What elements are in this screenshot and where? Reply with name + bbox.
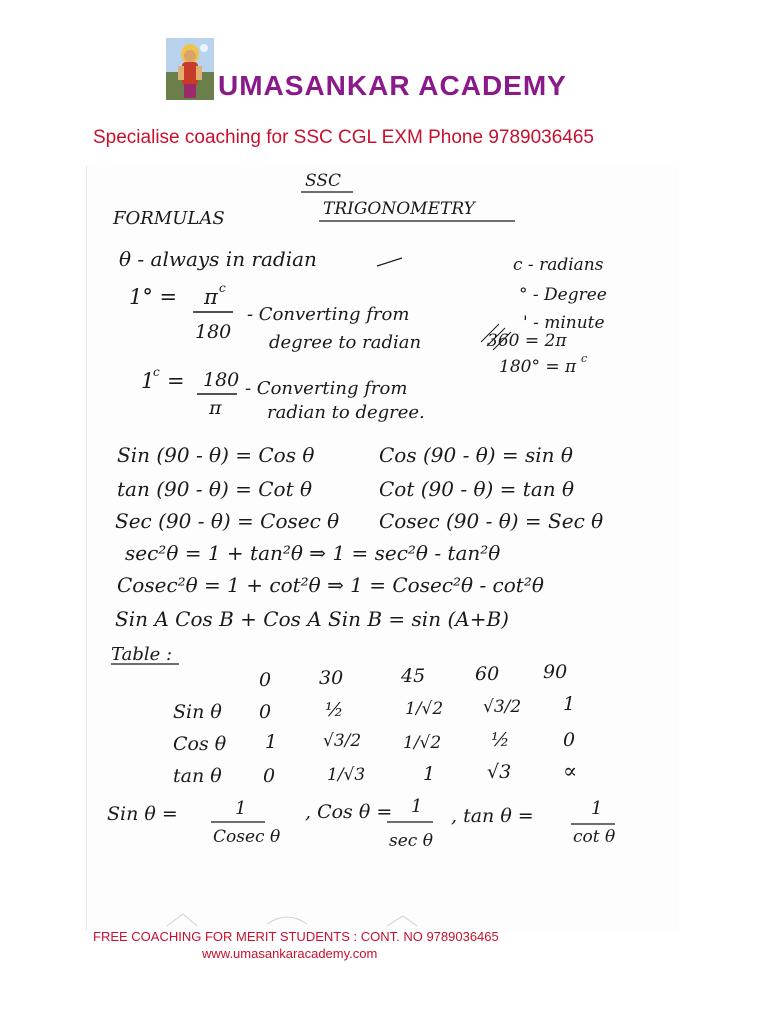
table-row-label: Cos θ — [173, 733, 227, 755]
recip-cos-den: sec θ — [389, 831, 433, 851]
eq-180: 180° = π — [499, 357, 577, 377]
recip-cos-lhs: , Cos θ = — [305, 801, 393, 823]
table-cell: 1 — [423, 763, 436, 785]
equals-sign: = — [167, 369, 185, 393]
pi-c-superscript-2: c — [581, 352, 588, 365]
recip-sin-num: 1 — [235, 798, 247, 819]
table-cell: 1/√3 — [327, 765, 366, 785]
num-180: 180 — [203, 369, 240, 391]
table-cell: √3/2 — [323, 731, 362, 751]
table-cell: ∝ — [563, 759, 578, 783]
table-cell: 1/√2 — [405, 699, 444, 719]
identity-cosec-cot: Cosec²θ = 1 + cot²θ ⇒ 1 = Cosec²θ - cot²θ — [117, 573, 544, 597]
table-cell: 1/√2 — [403, 733, 442, 753]
one-c-lhs: 1 — [141, 369, 155, 393]
eq-360: 360 = 2π — [487, 331, 567, 351]
trig-table — [173, 661, 577, 787]
table-cell: 1 — [563, 693, 576, 715]
footer-website-link[interactable]: www.umasankaracademy.com — [202, 946, 378, 961]
table-cell: √3/2 — [483, 697, 522, 717]
identity-sec-cosec: Sec (90 - θ) = Cosec θ — [115, 509, 340, 533]
table-cell: 0 — [259, 701, 272, 723]
identity-sin-cos: Sin (90 - θ) = Cos θ — [117, 443, 315, 467]
table-row-label: Sin θ — [173, 701, 222, 723]
table-angle: 45 — [401, 665, 426, 687]
table-cell: √3 — [487, 761, 512, 783]
one-c-superscript: c — [153, 365, 160, 379]
recip-tan-lhs: , tan θ = — [451, 805, 534, 827]
table-cell: 0 — [563, 729, 576, 751]
one-degree-lhs: 1° = — [129, 285, 178, 309]
convert-rad-deg-2: radian to degree. — [267, 402, 425, 423]
table-angle: 60 — [475, 663, 500, 685]
recip-sin-lhs: Sin θ = — [107, 803, 178, 825]
convert-deg-rad-2: degree to radian — [269, 332, 422, 353]
identity-cot-tan: Cot (90 - θ) = tan θ — [379, 477, 575, 501]
formulas-label: FORMULAS — [113, 208, 225, 229]
key-minute: ' - minute — [523, 313, 605, 333]
table-angle: 90 — [543, 661, 568, 683]
table-label: Table : — [111, 644, 173, 665]
footer-coaching-text: FREE COACHING FOR MERIT STUDENTS : CONT. NO 9789036465 — [93, 929, 499, 944]
table-cell: ½ — [491, 729, 510, 751]
heading-ssc: SSC — [305, 171, 342, 191]
table-angle: 0 — [259, 669, 272, 691]
convert-rad-deg-1: - Converting from — [245, 378, 408, 399]
identity-sum-formula: Sin A Cos B + Cos A Sin B = sin (A+B) — [115, 607, 509, 631]
key-radians: c - radians — [513, 255, 604, 275]
recip-cos-num: 1 — [411, 796, 423, 817]
pi-c-numerator: π — [204, 285, 218, 309]
deity-logo — [166, 38, 214, 100]
table-cell: 0 — [263, 765, 276, 787]
academy-title: UMASANKAR ACADEMY — [218, 70, 567, 101]
den-pi: π — [209, 397, 222, 419]
pi-c-superscript: c — [219, 281, 226, 295]
identity-cos-sin: Cos (90 - θ) = sin θ — [379, 443, 573, 467]
table-cell: ½ — [325, 699, 344, 721]
heading-trigonometry: TRIGONOMETRY — [323, 199, 475, 219]
identity-cosec-sec: Cosec (90 - θ) = Sec θ — [379, 509, 604, 533]
academy-subtitle: Specialise coaching for SSC CGL EXM Phone 9789036465 — [93, 127, 594, 148]
table-cell: 1 — [265, 731, 278, 753]
table-angle: 30 — [319, 667, 344, 689]
key-degree: ° - Degree — [519, 285, 607, 305]
recip-sin-den: Cosec θ — [213, 827, 281, 847]
identity-tan-cot: tan (90 - θ) = Cot θ — [117, 477, 313, 501]
convert-deg-rad-1: - Converting from — [247, 304, 410, 325]
line-always-radian: θ - always in radian — [119, 247, 317, 271]
den-180: 180 — [195, 321, 232, 343]
note-canvas — [87, 166, 679, 931]
recip-tan-den: cot θ — [573, 827, 616, 847]
handwritten-note-sheet — [86, 166, 679, 931]
recip-tan-num: 1 — [591, 798, 603, 819]
table-row-label: tan θ — [173, 765, 222, 787]
identity-sec-tan: sec²θ = 1 + tan²θ ⇒ 1 = sec²θ - tan²θ — [125, 541, 501, 565]
